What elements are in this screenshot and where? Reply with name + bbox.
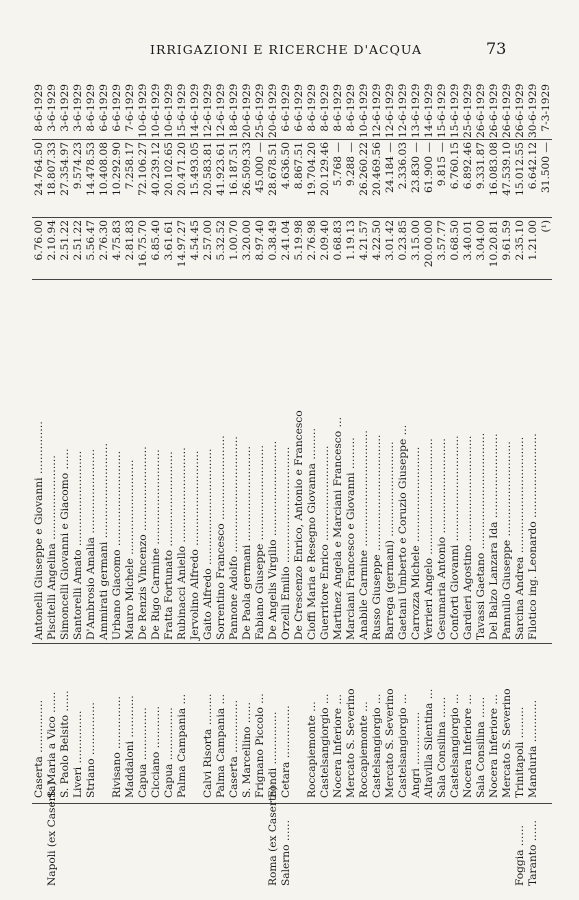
province-cell: Salerno …… (280, 819, 292, 886)
comune-cell: Nocera Inferiore … (332, 694, 344, 798)
owner-cell: Santorelli Amato ……………………… (72, 450, 84, 640)
comune-cell: Calvi Risorta ……… (202, 693, 214, 798)
date-cell: 20-6-1929 (267, 83, 279, 138)
date-cell: 6-6-1929 (111, 84, 123, 132)
amount-cell: 16.083.08 (488, 142, 500, 196)
owner-cell: De Rigo Carmine ……………………… (150, 449, 162, 640)
comune-cell: Nocera Inferiore … (462, 694, 474, 798)
comune-cell: Mercato S. Severino (501, 688, 513, 798)
amount-cell: 14.478.53 (85, 142, 97, 196)
owner-cell: De Paola germani ……………………… (241, 446, 253, 640)
owner-cell: Antonelli Giuseppe e Giovanni …………… (33, 421, 45, 640)
owner-cell: Jervolino Alfredo ……………………… (189, 450, 201, 640)
owner-cell: Piscitelli Angelina …………………… (46, 455, 58, 640)
date-cell: 12-6-1929 (371, 83, 383, 138)
irrigation-table (32, 80, 552, 890)
owner-cell: Sarcina Andrea …………………………… (514, 436, 526, 640)
page-number: 73 (486, 39, 507, 58)
date-cell: 14-6-1929 (189, 83, 201, 138)
hectares-cell: (¹) (540, 220, 552, 233)
owner-cell: Cioffi Maria e Resegno Giovanna ……… (306, 427, 318, 640)
date-cell: 8-6-1929 (85, 84, 97, 132)
owner-cell: Sorrentino Francesco …………………… (215, 435, 227, 640)
amount-cell: 9.288 — (345, 142, 357, 187)
hectares-cell: 3.20.00 (241, 220, 253, 261)
amount-cell: 15.493.05 (189, 142, 201, 196)
comune-cell: Capua …………… (137, 707, 149, 798)
amount-cell: 31.500 — (540, 142, 552, 194)
date-cell: 30-6-1929 (527, 83, 539, 138)
amount-cell: 28.678.51 (267, 142, 279, 196)
amount-cell: 47.539.10 (501, 142, 513, 196)
amount-cell: 15.012.55 (514, 142, 526, 196)
amount-cell: 20.471.20 (176, 142, 188, 196)
owner-cell: De Angelis Virgilio ……………………… (267, 440, 279, 640)
hectares-cell: 0.23.85 (397, 220, 409, 261)
date-cell: 12-6-1929 (384, 83, 396, 138)
province-cell: Roma (ex Caserta) (267, 786, 279, 886)
amount-cell: 45.000 — (254, 142, 266, 194)
comune-cell: Manduria ………… (527, 699, 539, 798)
date-cell: 10-6-1929 (150, 83, 162, 138)
date-cell: 15-6-1929 (176, 83, 188, 138)
amount-cell: 8.867.51 (293, 142, 305, 190)
owner-cell: Tavassi Gaetano …………………………… (475, 432, 487, 640)
comune-cell: Angri …………… (410, 711, 422, 798)
hectares-cell: 4.54.45 (189, 220, 201, 261)
date-cell: 12-6-1929 (215, 83, 227, 138)
hectares-cell: 16.75.70 (137, 220, 149, 268)
date-cell: 7-3-1929 (540, 84, 552, 132)
province-cell: Foggia …… (514, 825, 526, 886)
hectares-cell: 1.00.70 (228, 220, 240, 261)
hectares-cell: 6.76.00 (33, 220, 45, 261)
page-header (0, 39, 579, 62)
date-cell: 8-6-1929 (345, 84, 357, 132)
hectares-cell: 20.00.00 (423, 220, 435, 268)
comune-cell: Cetara …………… (280, 705, 292, 798)
amount-cell: 20.102.65 (163, 142, 175, 196)
comune-cell: S. Paolo Belsito …… (59, 690, 71, 798)
hectares-cell: 3.04.00 (475, 220, 487, 261)
date-cell: 10-6-1929 (163, 83, 175, 138)
date-cell: 6-6-1929 (280, 84, 292, 132)
amount-cell: 20.583.81 (202, 142, 214, 196)
owner-cell: Mauro Michele ……………………… (124, 459, 136, 640)
hectares-cell: 3.57.77 (436, 220, 448, 261)
amount-cell: 19.704.20 (306, 142, 318, 196)
amount-cell: 26.260.22 (358, 142, 370, 196)
owner-cell: Fratta Fortunato ……………………… (163, 451, 175, 640)
date-cell: 25-6-1929 (254, 83, 266, 138)
comune-cell: Cicciano ………… (150, 705, 162, 798)
owner-cell: Barrega (germani) ……………………… (384, 441, 396, 640)
date-cell: 12-6-1929 (397, 83, 409, 138)
date-cell: 13-6-1929 (410, 83, 422, 138)
hectares-cell: 8.97.40 (254, 220, 266, 261)
owner-cell: Gesumaria Antonio ……………………… (436, 438, 448, 640)
hectares-cell: 6.85.40 (150, 220, 162, 261)
amount-cell: 20.129.46 (319, 142, 331, 196)
comune-cell: Palma Campania … (215, 693, 227, 798)
owner-cell: Gardieri Agostino ………………………… (462, 435, 474, 640)
date-cell: 14-6-1929 (423, 83, 435, 138)
date-cell: 26-6-1929 (501, 83, 513, 138)
owner-cell: Pannone Adolfo …………………………… (228, 436, 240, 640)
amount-cell: 16.187.51 (228, 142, 240, 196)
hectares-cell: 2.35.10 (514, 220, 526, 261)
amount-cell: 41.923.61 (215, 142, 227, 196)
hectares-cell: 2.51.22 (72, 220, 84, 261)
amount-cell: 5.768 — (332, 142, 344, 187)
owner-cell: Urbano Giacomo ……………………… (111, 450, 123, 640)
amount-cell: 2.336.03 (397, 142, 409, 190)
comune-cell: Palma Campania … (176, 693, 188, 798)
amount-cell: 7.258.17 (124, 142, 136, 190)
comune-cell: Roccapiemonte … (358, 701, 370, 798)
date-cell: 18-6-1929 (228, 83, 240, 138)
amount-cell: 4.636.50 (280, 142, 292, 190)
hectares-cell: 3.61.61 (163, 220, 175, 261)
comune-cell: Capua …………… (163, 707, 175, 798)
amount-cell: 10.408.08 (98, 142, 110, 196)
comune-cell: Castelsangiorgio … (397, 693, 409, 798)
date-cell: 7-6-1929 (124, 84, 136, 132)
province-cell: Taranto …… (527, 820, 539, 886)
owner-cell: De Renzis Vincenzo …………………… (137, 446, 149, 640)
comune-cell: Striano …………… (85, 702, 97, 798)
date-cell: 26-6-1929 (514, 83, 526, 138)
table-row-trailing (539, 80, 556, 890)
comune-cell: Caserta …………… (33, 699, 45, 798)
owner-cell: Marciani Francesco e Giovanni ……… (345, 437, 357, 640)
owner-cell: D'Ambrosio Amalia …………………… (85, 448, 97, 640)
hectares-cell: 3.01.42 (384, 220, 396, 261)
hectares-cell: 2.81.83 (124, 220, 136, 261)
date-cell: 25-6-1929 (462, 83, 474, 138)
date-cell: 8-6-1929 (332, 84, 344, 132)
owner-cell: Guerritore Enrico ……………………… (319, 445, 331, 640)
date-cell: 26-6-1929 (475, 83, 487, 138)
comune-cell: Castelsangiorgio … (319, 693, 331, 798)
owner-cell: Russo Giuseppe …………………………… (371, 434, 383, 640)
comune-cell: Castelsangiorgio … (371, 693, 383, 798)
hectares-cell: 2.76.30 (98, 220, 110, 261)
owner-cell: Anabile Carmine …………………………… (358, 430, 370, 640)
comune-cell: Mercato S. Severino (345, 688, 357, 798)
comune-cell: Sala Consilina …… (475, 696, 487, 798)
amount-cell: 6.760.15 (449, 142, 461, 190)
amount-cell: 61.900 — (423, 142, 435, 194)
running-title: IRRIGAZIONI E RICERCHE D'ACQUA (150, 42, 423, 57)
hectares-cell: 0.68.50 (449, 220, 461, 261)
date-cell: 3-6-1929 (72, 84, 84, 132)
amount-cell: 27.354.97 (59, 142, 71, 196)
comune-cell: Caserta …………… (228, 699, 240, 798)
owner-cell: Carrozza Michele ……………………… (410, 446, 422, 640)
amount-cell: 20.469.56 (371, 142, 383, 196)
province-cell: Napoli (ex Caserta) (46, 781, 58, 886)
hectares-cell: 4.22.50 (371, 220, 383, 261)
amount-cell: 10.292.90 (111, 142, 123, 196)
date-cell: 20-6-1929 (241, 83, 253, 138)
hectares-cell: 2.10.94 (46, 220, 58, 261)
owner-cell: Gaetani Umberto e Coruzio Giuseppe … (397, 424, 409, 640)
amount-cell: 9.331.87 (475, 142, 487, 190)
hectares-cell: 2.09.40 (319, 220, 331, 261)
date-cell: 3-6-1929 (59, 84, 71, 132)
hectares-cell: 0.68.83 (332, 220, 344, 261)
hectares-cell: 5.32.52 (215, 220, 227, 261)
date-cell: 15-6-1929 (436, 83, 448, 138)
hectares-cell: 5.56.47 (85, 220, 97, 261)
comune-cell: Roccapiemonte … (306, 701, 318, 798)
owner-cell: De Crescenzo Enrico, Antonio e Francesco (293, 410, 305, 640)
owner-cell: Simoncelli Giovanni e Giacomo …… (59, 448, 71, 640)
comune-cell: Mercato S. Severino (384, 688, 396, 798)
date-cell: 15-6-1929 (449, 83, 461, 138)
hectares-cell: 14.97.27 (176, 220, 188, 268)
hectares-cell: 4.75.83 (111, 220, 123, 261)
date-cell: 12-6-1929 (202, 83, 214, 138)
hectares-cell: 0.38.49 (267, 220, 279, 261)
owner-cell: Fabiano Giuseppe ……………………… (254, 445, 266, 640)
hectares-cell: 3.40.01 (462, 220, 474, 261)
date-cell: 8-6-1929 (306, 84, 318, 132)
comune-cell: Maddaloni ………… (124, 695, 136, 798)
owner-cell: Conforti Giovanni ………………………… (449, 435, 461, 640)
date-cell: 6-6-1929 (293, 84, 305, 132)
amount-cell: 24.764.50 (33, 142, 45, 196)
comune-cell: Altavilla Silentina … (423, 688, 435, 798)
owner-cell: Rubinacci Aniello ……………………… (176, 447, 188, 640)
date-cell: 26-6-1929 (488, 83, 500, 138)
date-cell: 10-6-1929 (358, 83, 370, 138)
comune-cell: Rivisano …………… (111, 695, 123, 798)
owner-cell: Orzelli Emilio …………………………… (280, 446, 292, 640)
date-cell: 6-6-1929 (98, 84, 110, 132)
date-cell: 8-6-1929 (33, 84, 45, 132)
rotated-table-area (32, 80, 552, 890)
amount-cell: 72.106.27 (137, 142, 149, 196)
amount-cell: 6.892.46 (462, 142, 474, 190)
hectares-cell: 3.15.00 (410, 220, 422, 261)
owner-cell: Verrieri Angelo …………………………… (423, 438, 435, 640)
hectares-cell: 2.41.04 (280, 220, 292, 261)
comune-cell: S. Marcellino …… (241, 702, 253, 798)
date-cell: 8-6-1929 (319, 84, 331, 132)
owner-cell: Martinez Angela e Marciani Francesco … (332, 416, 344, 640)
owner-cell: Del Balzo Lanzara Ida …………………… (488, 433, 500, 640)
hectares-cell: 2.76.98 (306, 220, 318, 261)
amount-cell: 24.184 — (384, 142, 396, 194)
hectares-cell: 9.61.59 (501, 220, 513, 261)
hectares-cell: 10.20.81 (488, 220, 500, 268)
amount-cell: 18.807.33 (46, 142, 58, 196)
amount-cell: 9.815 — (436, 142, 448, 187)
comune-cell: Fondi …………… (267, 711, 279, 798)
owner-cell: Gaito Alfredo …………………………… (202, 448, 214, 640)
owner-cell: Filotico ing. Leonardo …………………… (527, 433, 539, 640)
comune-cell: Nocera Inferiore … (488, 694, 500, 798)
amount-cell: 26.509.33 (241, 142, 253, 196)
hectares-cell: 1.19.13 (345, 220, 357, 261)
comune-cell: Liveri …………… (72, 710, 84, 798)
amount-cell: 23.830 — (410, 142, 422, 194)
comune-cell: Castelsangiorgio … (449, 693, 461, 798)
owner-cell: Ammirati germani ……………………… (98, 443, 110, 640)
hectares-cell: 1.21.00 (527, 220, 539, 261)
hectares-cell: 2.51.22 (59, 220, 71, 261)
comune-cell: Trinitapoli ……… (514, 706, 526, 798)
hectares-cell: 2.57.00 (202, 220, 214, 261)
date-cell: 3-6-1929 (46, 84, 58, 132)
date-cell: 10-6-1929 (137, 83, 149, 138)
comune-cell: Frignano Piccolo … (254, 693, 266, 798)
hectares-cell: 5.19.98 (293, 220, 305, 261)
amount-cell: 40.239.12 (150, 142, 162, 196)
comune-cell: Sala Consilina …… (436, 696, 448, 798)
comune-cell: S. Maria a Vico …… (46, 691, 58, 798)
amount-cell: 6.642.12 (527, 142, 539, 190)
hectares-cell: 4.21.57 (358, 220, 370, 261)
owner-cell: Pannullo Giuseppe ……………………… (501, 441, 513, 640)
amount-cell: 9.574.23 (72, 142, 84, 190)
